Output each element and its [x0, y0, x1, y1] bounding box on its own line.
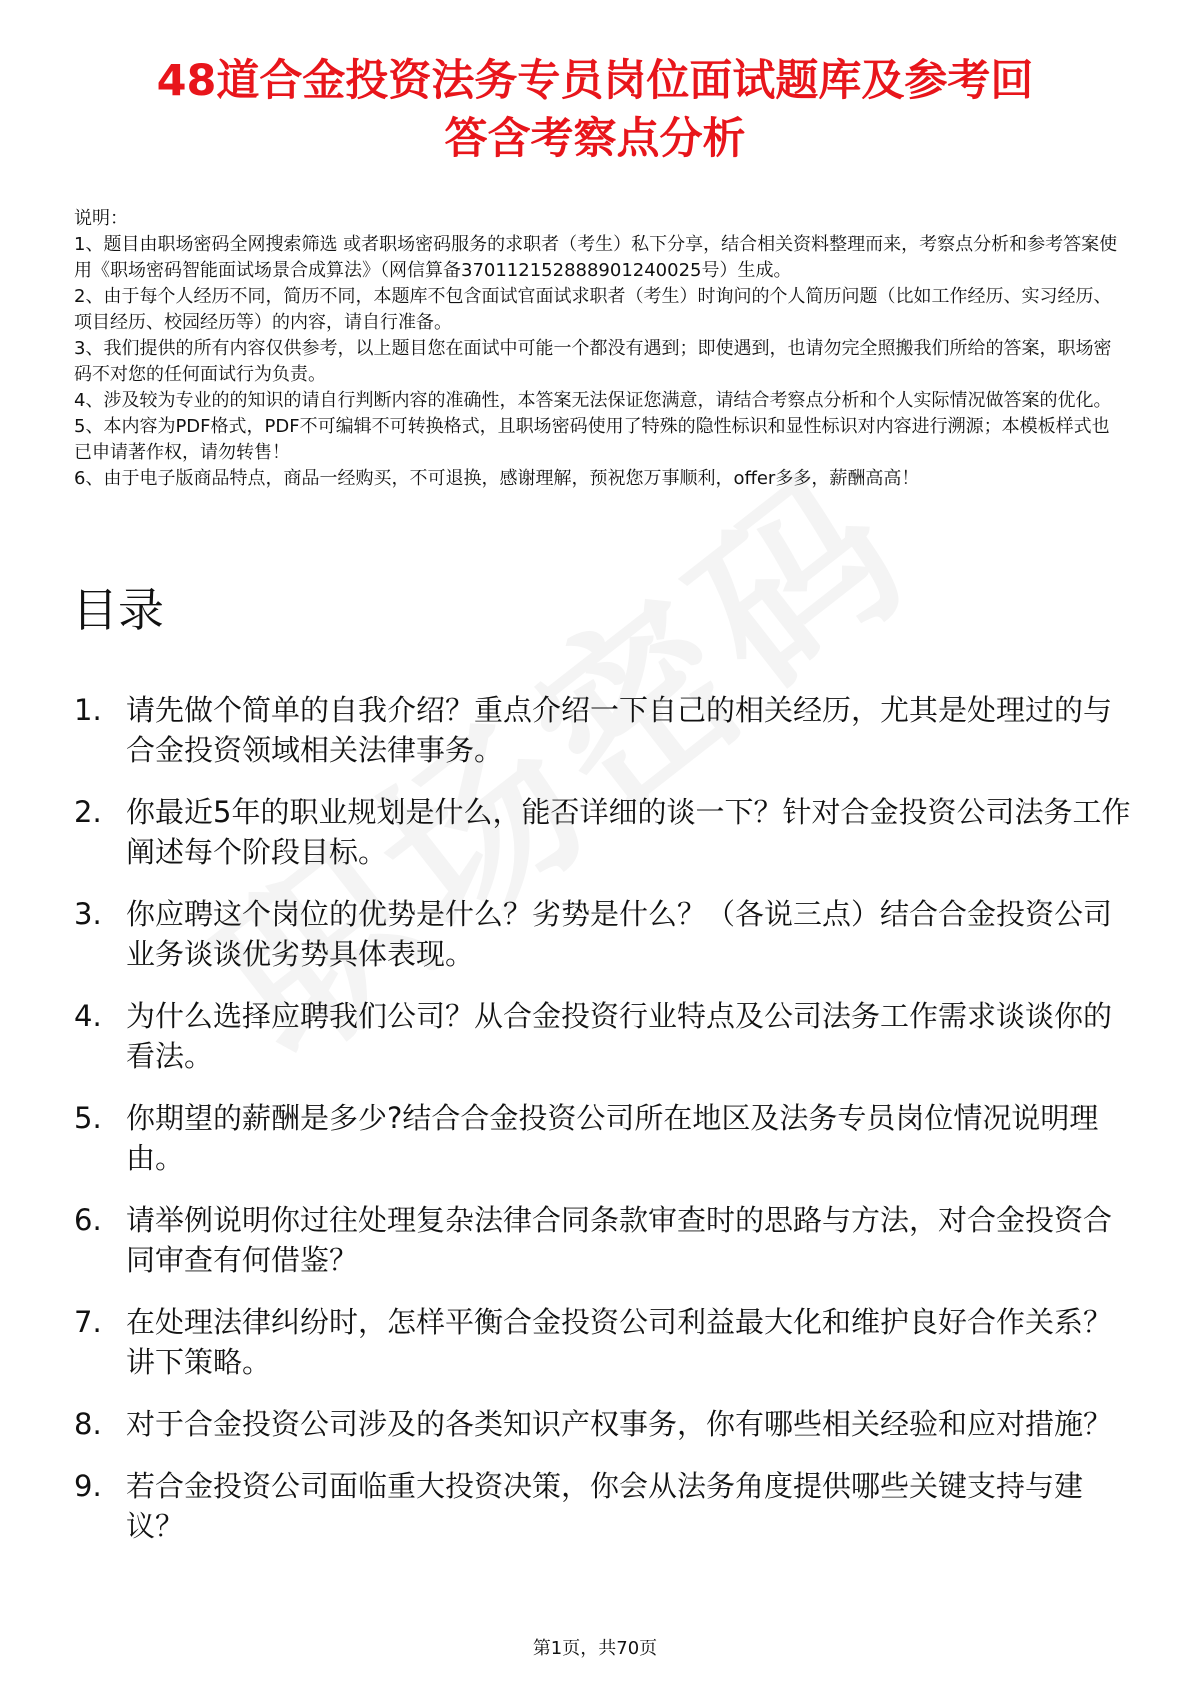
toc-item[interactable]: [74, 1098, 1134, 1178]
toc-list: [74, 690, 1134, 1568]
note-item-1: 1、题目由职场密码全网搜索筛选 或者职场密码服务的求职者（考生）私下分享，结合相关资料整理而来，考察点分析和参考答案使用《职场密码智能面试场景合成算法》（网信算备370112152888901240025号）生成。: [74, 234, 1118, 281]
notes-heading: 说明：: [74, 208, 128, 229]
toc-item-number: 3.: [74, 897, 102, 931]
toc-item[interactable]: [74, 1200, 1134, 1280]
page-footer: 第1页，共70页: [532, 1638, 658, 1659]
toc-heading: 目录: [72, 583, 164, 637]
title-line-2: 答含考察点分析: [444, 114, 746, 164]
toc-item-text: 你应聘这个岗位的优势是什么？劣势是什么？（各说三点）结合合金投资公司业务谈谈优劣势具体表现。: [126, 897, 1113, 971]
toc-item-number: 9.: [74, 1469, 102, 1503]
title-line-1: 48道合金投资法务专员岗位面试题库及参考回: [156, 56, 1034, 106]
note-item-4: 4、涉及较为专业的的知识的请自行判断内容的准确性，本答案无法保证您满意，请结合考察点分析和个人实际情况做答案的优化。: [74, 390, 1112, 411]
toc-item-number: 4.: [74, 999, 102, 1033]
toc-item[interactable]: [74, 792, 1134, 872]
toc-item-text: 你最近5年的职业规划是什么，能否详细的谈一下？针对合金投资公司法务工作阐述每个阶段目标。: [126, 795, 1131, 869]
toc-item[interactable]: [74, 996, 1134, 1076]
notes-section: [74, 206, 1124, 492]
toc-item-text: 请先做个简单的自我介绍？重点介绍一下自己的相关经历，尤其是处理过的与合金投资领域相关法律事务。: [126, 693, 1113, 767]
note-item-2: 2、由于每个人经历不同，简历不同，本题库不包含面试官面试求职者（考生）时询问的个人简历问题（比如工作经历、实习经历、项目经历、校园经历等）的内容，请自行准备。: [74, 286, 1112, 333]
toc-item-number: 2.: [74, 795, 102, 829]
toc-item-text: 请举例说明你过往处理复杂法律合同条款审查时的思路与方法，对合金投资合同审查有何借鉴？: [126, 1203, 1113, 1277]
document-title: [60, 52, 1130, 168]
toc-item-number: 7.: [74, 1305, 102, 1339]
toc-item-number: 5.: [74, 1101, 102, 1135]
toc-item[interactable]: [74, 1302, 1134, 1382]
toc-item-text: 为什么选择应聘我们公司？从合金投资行业特点及公司法务工作需求谈谈你的看法。: [126, 999, 1113, 1073]
toc-item-number: 6.: [74, 1203, 102, 1237]
note-item-5: 5、本内容为PDF格式，PDF不可编辑不可转换格式，且职场密码使用了特殊的隐性标识和显性标识对内容进行溯源；本模板样式也已申请著作权，请勿转售！: [74, 416, 1110, 463]
toc-item-text: 在处理法律纠纷时，怎样平衡合金投资公司利益最大化和维护良好合作关系？讲下策略。: [126, 1305, 1113, 1379]
note-item-3: 3、我们提供的所有内容仅供参考，以上题目您在面试中可能一个都没有遇到；即使遇到，也请勿完全照搬我们所给的答案，职场密码不对您的任何面试行为负责。: [74, 338, 1112, 385]
note-item-6: 6、由于电子版商品特点，商品一经购买，不可退换，感谢理解，预祝您万事顺利，offer多多，薪酬高高！: [74, 468, 920, 489]
toc-item[interactable]: [74, 1404, 1134, 1444]
toc-item-text: 对于合金投资公司涉及的各类知识产权事务，你有哪些相关经验和应对措施？: [126, 1407, 1113, 1441]
toc-item-number: 1.: [74, 693, 102, 727]
toc-item[interactable]: [74, 894, 1134, 974]
toc-item-text: 你期望的薪酬是多少?结合合金投资公司所在地区及法务专员岗位情况说明理由。: [126, 1101, 1099, 1175]
toc-item[interactable]: [74, 1466, 1134, 1546]
toc-item[interactable]: [74, 690, 1134, 770]
toc-item-number: 8.: [74, 1407, 102, 1441]
toc-item-text: 若合金投资公司面临重大投资决策，你会从法务角度提供哪些关键支持与建议？: [126, 1469, 1084, 1543]
